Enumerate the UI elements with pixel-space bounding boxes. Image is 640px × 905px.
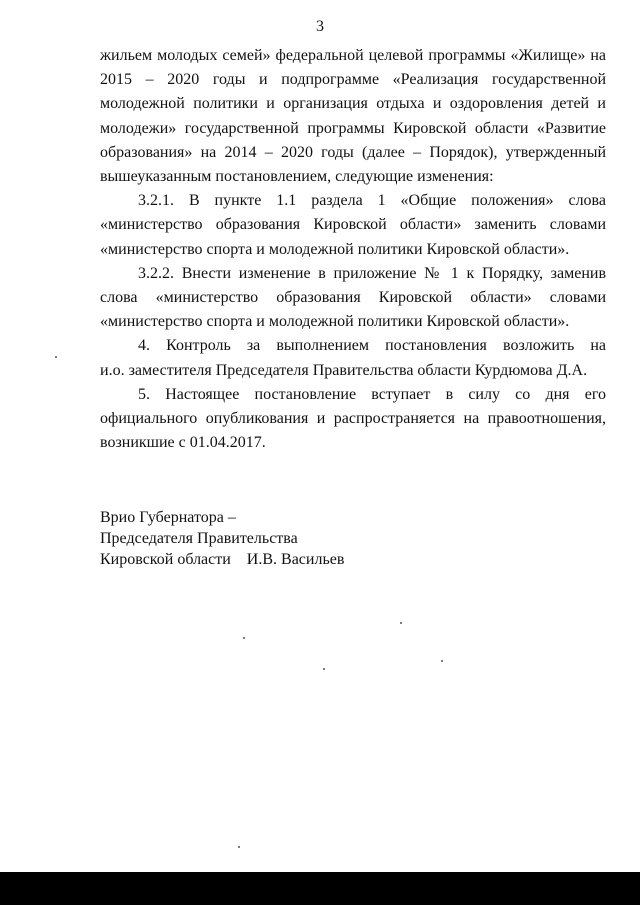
document-body — [100, 44, 606, 455]
page-number: 3 — [316, 18, 324, 35]
paragraph-3-2-1: 3.2.1. В пункте 1.1 раздела 1 «Общие положения» слова «министерство образования Кировской области» заменить словами «министерство спорта и молодежной политики Кировской области». — [100, 192, 606, 258]
scan-speck — [55, 356, 57, 358]
paragraph-5: 5. Настоящее постановление вступает в силу со дня его официального опубликования и распространяется на правоотношения, возникшие с 01.04.2017. — [100, 385, 606, 452]
scan-border-bar — [0, 872, 640, 905]
paragraph-intro: жильем молодых семей» федеральной целевой программы «Жилище» на 2015 – 2020 годы и подпрограмме «Реализация государственной молодежной политики и организация отдыха и оздоровления детей и молодежи» государственной программы Кировской области «Развитие образования» на 2014 – 2020 годы (далее – Порядок), утвержденный вышеуказанным постановлением, следующие изменения: — [100, 47, 606, 186]
scan-speck — [400, 622, 402, 624]
signature-block — [100, 507, 344, 570]
paragraph-3-2-2: 3.2.2. Внести изменение в приложение № 1 к Порядку, заменив слова «министерство образования Кировской области» словами «министерство спорта и молодежной политики Кировской области». — [100, 264, 606, 331]
paragraph-4: 4. Контроль за выполнением постановления возложить на — [138, 337, 606, 355]
scan-speck — [323, 668, 325, 670]
signature-title-line-2: Председателя Правительства — [100, 530, 298, 547]
signature-name-line: Кировской области И.В. Васильев — [100, 551, 345, 568]
paragraph-4-continued: и.о. заместителя Председателя Правительства области Курдюмова Д.А. — [100, 361, 588, 379]
scan-speck — [243, 637, 245, 639]
scan-speck — [441, 660, 443, 662]
scan-speck — [238, 846, 240, 848]
signature-title-line-1: Врио Губернатора – — [100, 509, 236, 526]
